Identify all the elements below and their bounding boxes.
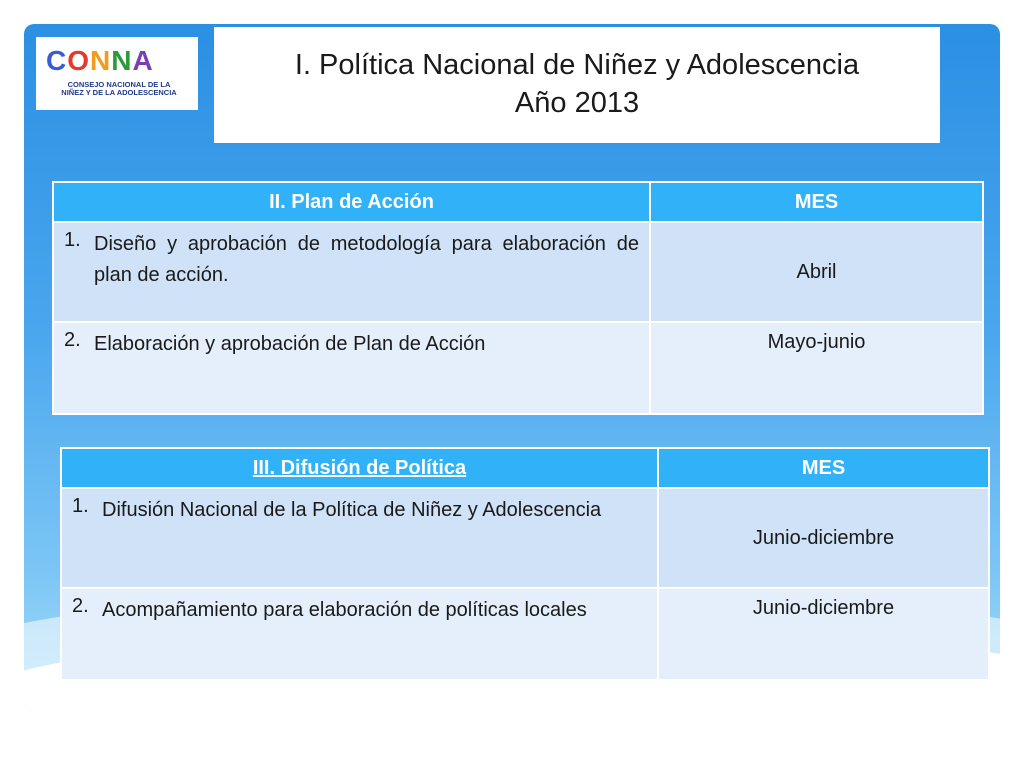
logo-wordmark xyxy=(46,45,154,77)
header-month: MES xyxy=(658,448,989,488)
activity-text: Elaboración y aprobación de Plan de Acción xyxy=(94,333,486,355)
row-number: 1. xyxy=(72,495,89,517)
activity-cell xyxy=(61,488,658,588)
month-cell: Junio-diciembre xyxy=(658,488,989,588)
logo-subtitle xyxy=(44,81,194,97)
logo-letter: O xyxy=(67,45,91,76)
header-activity: III. Difusión de Política xyxy=(61,448,658,488)
table-row xyxy=(61,588,989,680)
header-month: MES xyxy=(650,182,983,222)
table-row xyxy=(53,322,983,414)
plan-de-accion-table xyxy=(52,181,984,415)
activity-cell xyxy=(61,588,658,680)
activity-cell xyxy=(53,322,650,414)
conna-logo xyxy=(36,37,198,110)
activity-text: Acompañamiento para elaboración de políticas locales xyxy=(102,599,587,621)
logo-letter: C xyxy=(46,45,68,76)
logo-letter: A xyxy=(132,45,154,76)
difusion-politica-table xyxy=(60,447,990,681)
month-cell: Junio-diciembre xyxy=(658,588,989,680)
row-number: 2. xyxy=(72,595,89,617)
month-cell: Abril xyxy=(650,222,983,322)
logo-letter: N xyxy=(111,45,133,76)
page-subtitle-year: Año 2013 xyxy=(514,87,640,119)
activity-cell xyxy=(53,222,650,322)
month-cell: Mayo-junio xyxy=(650,322,983,414)
title-box xyxy=(214,27,940,143)
row-number: 2. xyxy=(64,329,81,351)
page-title: I. Política Nacional de Niñez y Adolescencia xyxy=(294,49,860,81)
activity-text: Diseño y aprobación de metodología para elaboración de plan de acción. xyxy=(94,233,639,286)
logo-letter: N xyxy=(90,45,112,76)
table-row xyxy=(53,222,983,322)
table-row xyxy=(61,488,989,588)
activity-text: Difusión Nacional de la Política de Niñez y Adolescencia xyxy=(102,499,602,521)
table-header-row xyxy=(53,182,983,222)
logo-subtitle-line: NIÑEZ Y DE LA ADOLESCENCIA xyxy=(61,88,177,97)
table-header-row xyxy=(61,448,989,488)
header-activity: II. Plan de Acción xyxy=(53,182,650,222)
row-number: 1. xyxy=(64,229,81,251)
logo-subtitle-line: CONSEJO NACIONAL DE LA xyxy=(67,80,171,89)
